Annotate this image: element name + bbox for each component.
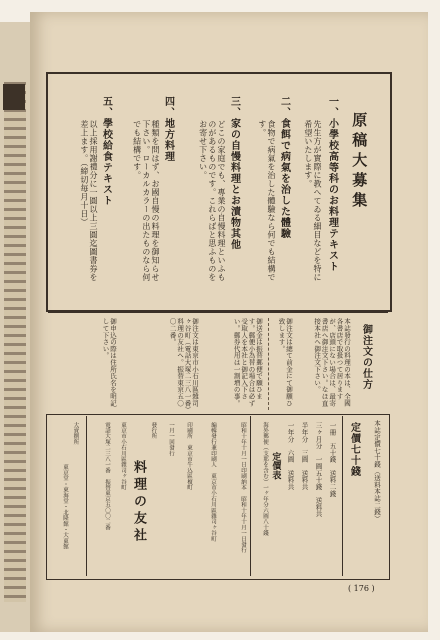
facing-page-edge [0,22,31,632]
order-note-3: 御送金は振替郵便で願ひます。郵便小為替の場合は必ず受取人を本社と御記入下さい。郵券代用は一割増の事。 [232,318,263,407]
colophon-phone: 電話大塚二三八一番 振替東京五〇〇二番 [104,422,110,531]
colophon-monthly: 一月一回發行 [168,422,174,457]
price-row-2-postage: 送料共 [314,496,323,518]
price-extra: 本誌定價七十錢（送料本誌二錢） [373,420,381,522]
price-row-3-postage: 送料共 [300,469,309,491]
price-row-1-term: 一冊 [328,422,337,436]
price-row-1-postage: 送料二錢 [328,469,337,497]
order-note-5: 御申込の際は住所氏名を明記して下さい。 [101,318,117,407]
order-note-1: 本誌發行の料理の本は、全國各書店で取扱つて居りますが、店頭にない場合は、最寄書店へ御注文下さい。なほ直接本社へ御注文下さい。 [313,318,351,407]
recruit-item-4-body: 種類を問はず、お國自慢の料理を御知らせ下さい。ローカルカラーの出たものなら何でも結構です。 [132,120,160,282]
recruit-item-1-body: 先生方が實際に教へてゐる細目などを特に希望いたします。 [303,120,322,282]
recruit-item-5-head: 五、學校給食テキスト [100,96,112,206]
order-title: 御注文の仕方 [360,324,372,390]
price-row-3 [300,422,307,572]
colophon-dates: 昭和十年十月一日印刷納本 昭和十年十月一日發行 [240,422,246,554]
page-number: ( 176 ) [348,584,375,593]
colophon-publisher: 料理の友社 [130,460,146,545]
price-header: 定價表 [270,452,281,480]
price-row-4-price: 六圓 [286,449,295,463]
recruit-item-2-body: 食物で病氣を治した體驗なら何でも結構です。 [257,120,276,282]
price-row-2-term: 三ヶ月分 [314,422,323,450]
price-title: 定價七十錢 [348,422,360,477]
price-divider-2 [250,416,251,576]
price-row-3-term: 半年分 [300,422,309,443]
magazine-page [30,12,428,632]
ornament-tab [3,84,25,110]
price-divider-1 [342,416,343,576]
order-note-4: 御注文は東京市小石川區雜司ヶ谷町（電話大塚二三八一番）料理の友社へ。振替東京五〇〇二番。 [168,318,199,410]
price-row-4-term: 一年分 [286,422,295,443]
price-row-4-postage: 送料共 [286,469,295,491]
recruit-item-4-head: 四、地方料理 [162,96,174,162]
recruit-item-3-body: どこの家庭でも、專業の自慢料理といふものがあるものです。これらばと思ふものをお寄せ下さい。 [198,120,226,282]
recruit-item-3-head: 三、家の自慢料理とお漬物其他 [228,96,240,250]
ornament-border [4,82,26,602]
price-row-3-price: 三圓 [300,449,309,463]
colophon-distributor-label: 大賣捌所 [72,422,79,445]
recruit-item-2-head: 二、食餌で病氣を治した體驗 [278,96,290,239]
colophon-publisher-label: 發行所 [150,422,157,440]
price-row-4 [286,422,293,572]
colophon-editor: 編輯發行兼印刷人 東京市小石川區雜司ヶ谷町 [210,422,216,542]
colophon-divider [86,416,87,576]
price-row-2-price: 一圓五十錢 [314,456,323,491]
order-divider [268,318,269,410]
price-row-1 [328,422,335,572]
price-row-2 [314,422,321,572]
colophon-distributors: 東京堂・東海堂・北隆館・大東館 [62,464,68,550]
recruit-item-5-body: 以上採用謝禮分に一圓以上三圓迄圖書券を差上ます。（締切毎月十日） [79,120,98,282]
price-note: 海外郵便（支那を含む）一ヶ年分六圓八十錢 [262,422,268,536]
recruit-item-1-head: 一、小學校高等科のお料理テキスト [326,96,338,272]
recruit-title: 原稿大募集 [350,112,369,212]
colophon-address: 東京市小石川區雜司ヶ谷町 [120,422,126,491]
colophon-printer: 印刷所 東京市牛込區榎町 [186,422,192,491]
order-top-rule [48,312,388,313]
order-note-2: 御注文は總て前金にて御願ひ致します。 [277,318,293,407]
price-row-1-price: 五十錢 [328,442,337,463]
